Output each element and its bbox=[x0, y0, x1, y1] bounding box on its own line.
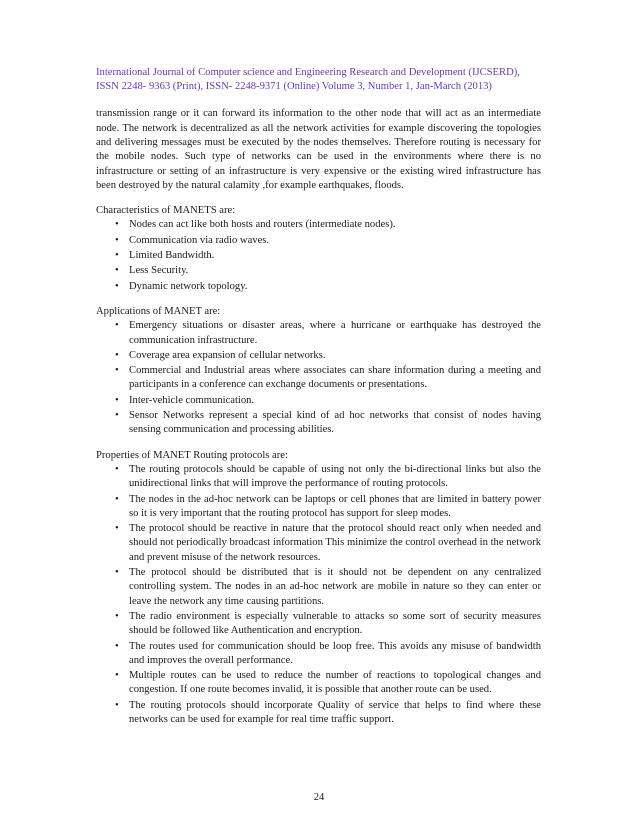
bullet-icon: • bbox=[115, 394, 119, 406]
list-item-text: Communication via radio waves. bbox=[129, 234, 270, 246]
list-item-text: The protocol should be distributed that is it should not be dependent on any centralized controlling system. The nodes in an ad-hoc network are mobile in nature so they can enter or leave the network any time causing partitions. bbox=[129, 567, 541, 607]
list-item-text: The protocol should be reactive in nature that the protocol should react only when needed and should not periodically broadcast information This minimize the control overhead in the network and prevent misuse of the network resources. bbox=[129, 523, 541, 563]
bullet-icon: • bbox=[115, 365, 119, 377]
list-item bbox=[96, 319, 541, 348]
list-item-text: The routes used for communication should be loop free. This avoids any misuse of bandwidth and improves the overall performance. bbox=[129, 640, 541, 666]
bullet-icon: • bbox=[115, 320, 119, 332]
list-item-text: Sensor Networks represent a special kind of ad hoc networks that consist of nodes having sensing communication and processing abilities. bbox=[129, 410, 541, 436]
bullet-icon: • bbox=[115, 523, 119, 535]
bullet-icon: • bbox=[115, 234, 119, 246]
list-item-text: Dynamic network topology. bbox=[129, 280, 248, 292]
list-item-text: Less Security. bbox=[129, 265, 189, 277]
list-item-text: Emergency situations or disaster areas, where a hurricane or earthquake has destroyed the communication infrastructure. bbox=[129, 320, 541, 346]
list-item bbox=[96, 610, 541, 639]
list-item-text: Nodes can act like both hosts and routers (intermediate nodes). bbox=[129, 219, 396, 231]
list-item bbox=[96, 364, 541, 393]
bullet-icon: • bbox=[115, 265, 119, 277]
properties-list bbox=[96, 463, 541, 727]
list-item bbox=[96, 699, 541, 728]
list-item bbox=[96, 264, 541, 278]
list-item-text: The nodes in the ad-hoc network can be laptops or cell phones that are limited in battery power so it is very important that the routing protocol has support for sleep modes. bbox=[129, 493, 541, 519]
list-item-text: Coverage area expansion of cellular networks. bbox=[129, 349, 326, 361]
bullet-icon: • bbox=[115, 280, 119, 292]
bullet-icon: • bbox=[115, 349, 119, 361]
list-item bbox=[96, 522, 541, 565]
list-item bbox=[96, 566, 541, 609]
list-item bbox=[96, 394, 541, 408]
list-item bbox=[96, 669, 541, 698]
list-item-text: Inter-vehicle communication. bbox=[129, 394, 255, 406]
section-title-applications: Applications of MANET are: bbox=[96, 305, 221, 317]
list-item-text: The routing protocols should be capable of using not only the bi-directional links but also the unidirectional links that will improve the performance of routing protocols. bbox=[129, 463, 541, 490]
bullet-icon: • bbox=[115, 410, 119, 422]
journal-header-line-1: International Journal of Computer science and Engineering Research and Development (IJCSERD), bbox=[96, 67, 520, 78]
bullet-icon: • bbox=[115, 670, 119, 682]
list-item bbox=[96, 280, 541, 294]
section-title-properties: Properties of MANET Routing protocols are: bbox=[96, 449, 288, 461]
characteristics-list bbox=[96, 218, 541, 293]
section-title-characteristics: Characteristics of MANETS are: bbox=[96, 205, 236, 217]
bullet-icon: • bbox=[115, 610, 119, 622]
list-item bbox=[96, 463, 541, 492]
list-item bbox=[96, 493, 541, 522]
page-number: 24 bbox=[313, 792, 325, 803]
list-item bbox=[96, 249, 541, 263]
journal-header bbox=[96, 66, 541, 94]
bullet-icon: • bbox=[115, 699, 119, 711]
bullet-icon: • bbox=[115, 219, 119, 231]
list-item-text: Multiple routes can be used to reduce the number of reactions to topological changes and congestion. If one route becomes invalid, it is possible that another route can be used. bbox=[129, 670, 541, 696]
journal-header-line-2: ISSN 2248- 9363 (Print), ISSN- 2248-9371 (Online) Volume 3, Number 1, Jan-March (2013) bbox=[96, 81, 492, 93]
intro-paragraph: transmission range or it can forward its information to the other node that will act as an intermediate node. The network is decentralized as all the network activities for example discovering the topologies and delivering messages must be executed by the nodes themselves. Therefore routing is necessary for the mobile nodes. Such type of networks can be used in the environments where there is no infrastructure or setting of an infrastructure is very expensive or the existing wired infrastructure has been destroyed by the natural calamity ,for example earthquakes, floods. bbox=[96, 108, 541, 191]
list-item bbox=[96, 409, 541, 438]
bullet-icon: • bbox=[115, 640, 119, 652]
list-item-text: The routing protocols should incorporate Quality of service that helps to find where these networks can be used for example for real time traffic support. bbox=[129, 699, 541, 725]
bullet-icon: • bbox=[115, 463, 119, 475]
bullet-icon: • bbox=[115, 567, 119, 579]
list-item-text: Limited Bandwidth. bbox=[129, 250, 215, 262]
list-item-text: Commercial and Industrial areas where associates can share information during a meeting and participants in a conference can exchange documents or presentations. bbox=[129, 365, 541, 391]
applications-list bbox=[96, 319, 541, 437]
list-item bbox=[96, 640, 541, 669]
bullet-icon: • bbox=[115, 250, 119, 262]
list-item bbox=[96, 234, 541, 248]
list-item bbox=[96, 349, 541, 363]
list-item bbox=[96, 218, 541, 232]
bullet-icon: • bbox=[115, 493, 119, 505]
list-item-text: The radio environment is especially vulnerable to attacks so some sort of security measures should be followed like Authentication and encryption. bbox=[129, 610, 541, 637]
